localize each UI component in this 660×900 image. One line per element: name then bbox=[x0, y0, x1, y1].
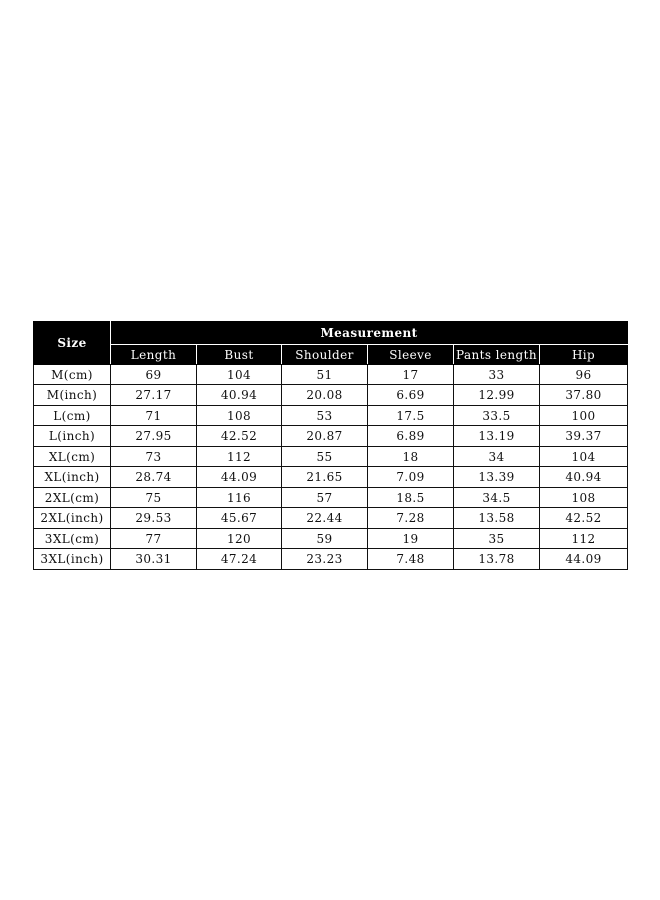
measurement-cell: 44.09 bbox=[197, 467, 282, 488]
measurement-cell: 39.37 bbox=[540, 426, 628, 447]
table-row bbox=[34, 365, 628, 385]
measurement-cell: 7.28 bbox=[368, 508, 454, 529]
table-row bbox=[34, 426, 628, 447]
measurement-cell: 13.78 bbox=[454, 549, 540, 570]
size-chart bbox=[33, 321, 627, 570]
measurement-cell: 44.09 bbox=[540, 549, 628, 570]
measurement-cell: 40.94 bbox=[540, 467, 628, 488]
measurement-cell: 69 bbox=[111, 365, 197, 385]
measurement-cell: 45.67 bbox=[197, 508, 282, 529]
size-cell: 2XL(cm) bbox=[34, 488, 111, 508]
measurement-cell: 120 bbox=[197, 529, 282, 549]
table-row bbox=[34, 406, 628, 426]
table-row bbox=[34, 549, 628, 570]
measurement-cell: 42.52 bbox=[540, 508, 628, 529]
table-row bbox=[34, 508, 628, 529]
measurement-cell: 57 bbox=[282, 488, 368, 508]
measurement-cell: 23.23 bbox=[282, 549, 368, 570]
column-header: Shoulder bbox=[282, 345, 368, 365]
measurement-cell: 19 bbox=[368, 529, 454, 549]
measurement-cell: 21.65 bbox=[282, 467, 368, 488]
measurement-cell: 13.39 bbox=[454, 467, 540, 488]
measurement-cell: 34 bbox=[454, 447, 540, 467]
table-row bbox=[34, 385, 628, 406]
size-chart-body bbox=[34, 365, 628, 570]
measurement-cell: 6.89 bbox=[368, 426, 454, 447]
measurement-cell: 108 bbox=[540, 488, 628, 508]
column-header: Bust bbox=[197, 345, 282, 365]
table-row bbox=[34, 488, 628, 508]
size-cell: L(inch) bbox=[34, 426, 111, 447]
measurement-cell: 116 bbox=[197, 488, 282, 508]
measurement-cell: 30.31 bbox=[111, 549, 197, 570]
measurement-cell: 28.74 bbox=[111, 467, 197, 488]
table-row bbox=[34, 529, 628, 549]
measurement-cell: 13.19 bbox=[454, 426, 540, 447]
measurement-cell: 71 bbox=[111, 406, 197, 426]
measurement-cell: 73 bbox=[111, 447, 197, 467]
column-header: Sleeve bbox=[368, 345, 454, 365]
measurement-cell: 51 bbox=[282, 365, 368, 385]
measurement-cell: 112 bbox=[197, 447, 282, 467]
measurement-cell: 112 bbox=[540, 529, 628, 549]
measurement-cell: 108 bbox=[197, 406, 282, 426]
measurement-cell: 29.53 bbox=[111, 508, 197, 529]
table-row bbox=[34, 447, 628, 467]
measurement-column-headers bbox=[34, 345, 628, 365]
measurement-cell: 27.17 bbox=[111, 385, 197, 406]
size-cell: L(cm) bbox=[34, 406, 111, 426]
measurement-cell: 13.58 bbox=[454, 508, 540, 529]
measurement-cell: 17 bbox=[368, 365, 454, 385]
size-cell: 3XL(inch) bbox=[34, 549, 111, 570]
measurement-cell: 104 bbox=[540, 447, 628, 467]
measurement-cell: 77 bbox=[111, 529, 197, 549]
measurement-cell: 17.5 bbox=[368, 406, 454, 426]
measurement-cell: 18.5 bbox=[368, 488, 454, 508]
measurement-cell: 18 bbox=[368, 447, 454, 467]
measurement-cell: 75 bbox=[111, 488, 197, 508]
size-chart-header bbox=[34, 322, 628, 365]
size-cell: 2XL(inch) bbox=[34, 508, 111, 529]
measurement-cell: 34.5 bbox=[454, 488, 540, 508]
measurement-header: Measurement bbox=[111, 322, 628, 345]
size-cell: 3XL(cm) bbox=[34, 529, 111, 549]
table-row bbox=[34, 467, 628, 488]
measurement-cell: 20.87 bbox=[282, 426, 368, 447]
measurement-cell: 59 bbox=[282, 529, 368, 549]
measurement-cell: 33 bbox=[454, 365, 540, 385]
measurement-cell: 7.48 bbox=[368, 549, 454, 570]
measurement-cell: 100 bbox=[540, 406, 628, 426]
measurement-cell: 42.52 bbox=[197, 426, 282, 447]
size-cell: XL(cm) bbox=[34, 447, 111, 467]
size-cell: M(inch) bbox=[34, 385, 111, 406]
size-chart-table bbox=[33, 321, 628, 570]
measurement-cell: 27.95 bbox=[111, 426, 197, 447]
size-cell: M(cm) bbox=[34, 365, 111, 385]
measurement-cell: 7.09 bbox=[368, 467, 454, 488]
measurement-cell: 6.69 bbox=[368, 385, 454, 406]
column-header: Pants length bbox=[454, 345, 540, 365]
measurement-cell: 33.5 bbox=[454, 406, 540, 426]
measurement-cell: 55 bbox=[282, 447, 368, 467]
measurement-cell: 104 bbox=[197, 365, 282, 385]
measurement-cell: 40.94 bbox=[197, 385, 282, 406]
measurement-cell: 22.44 bbox=[282, 508, 368, 529]
measurement-cell: 96 bbox=[540, 365, 628, 385]
measurement-cell: 53 bbox=[282, 406, 368, 426]
size-cell: XL(inch) bbox=[34, 467, 111, 488]
measurement-cell: 37.80 bbox=[540, 385, 628, 406]
measurement-cell: 12.99 bbox=[454, 385, 540, 406]
measurement-cell: 47.24 bbox=[197, 549, 282, 570]
column-header: Length bbox=[111, 345, 197, 365]
size-column-header: Size bbox=[34, 322, 111, 365]
measurement-cell: 35 bbox=[454, 529, 540, 549]
measurement-cell: 20.08 bbox=[282, 385, 368, 406]
column-header: Hip bbox=[540, 345, 628, 365]
